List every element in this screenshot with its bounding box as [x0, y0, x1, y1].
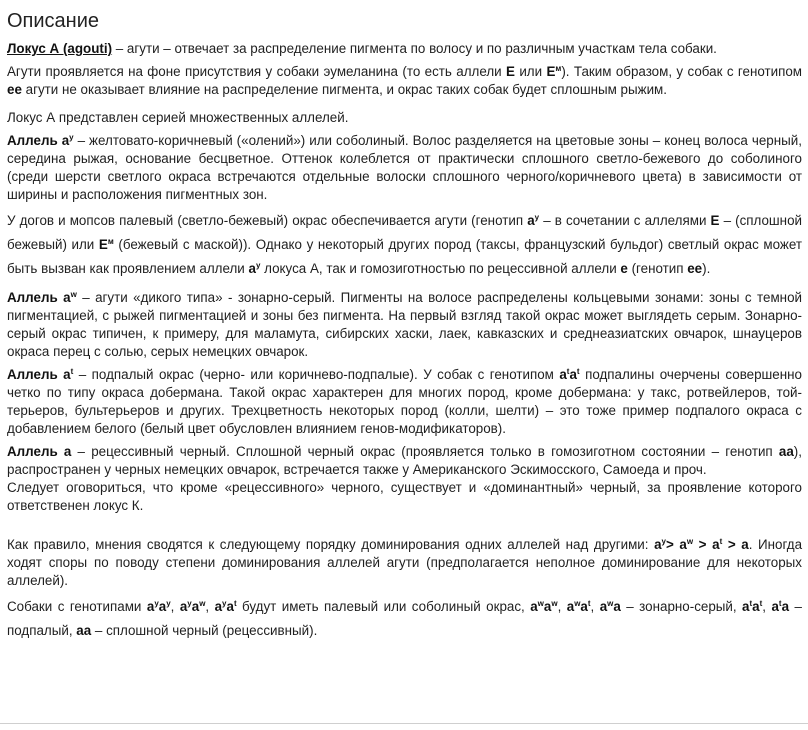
paragraph-allele-a: Аллель a – рецессивный черный. Сплошной черный окрас (проявляется только в гомозиготном состоянии – генотип aa), распространен у черных немецких овчарок, встречается также у Американского Эскимосского, Самоеда и проч.: [7, 444, 802, 477]
paragraph-allele-aw: Аллель $a^w$ – агути «дикого типа» - зонарно-серый. Пигменты на волосе распределены кольцевыми зонами: зоны с темной пигментацией, с рыжей пигментацией и зоны без пигмента. На первый взгляд такой окрас может выглядеть серым. Зонарно-серый окрас типичен, к примеру, для маламута, сибирских хаски, лаек, кавказских и среднеазиатских овчарок, шнауцеров окраса перец с солью, серых немецких овчарок.: [7, 290, 802, 359]
dominance-order: $a^y> a^w > a^t > a$: [654, 537, 749, 552]
paragraph-dominance-order: Как правило, мнения сводятся к следующему порядку доминирования одних аллелей над другими: $a^y> a^w > a^t > a$. Иногда ходят споры по поводу степени доминирования аллелей агути (предполагается неполное доминирование для некоторых аллелей).: [7, 537, 803, 588]
paragraph-fawn-dogs: У догов и мопсов палевый (светло-бежевый) окрас обеспечивается агути (генотип $a^y$ – в сочетании с аллелями E – (сплошной бежевый) или $E^м$ (бежевый с маской)). Однако у некоторый других пород (таксы, французский бульдог) светлый окрас может быть вызван как проявлением аллели $a^y$ локуса А, так и гомозиготностью по рецессивной аллели e (генотип ee).: [7, 213, 802, 276]
paragraph-agouti-eumelanin: Агути проявляется на фоне присутствия у собаки эумеланина (то есть аллели E или $E^м$). Таким образом, у собак с генотипом ee агути не оказывает влияние на распределение пигмента, и окрас таких собак будет сплошным рыжим.: [7, 64, 803, 97]
locus-a-link[interactable]: Локус А (agouti): [7, 41, 113, 56]
genotype-g-at-at: $a^ta^t$: [742, 599, 763, 614]
paragraph-allele-ay: Аллель $a^y$ – желтовато-коричневый («олений») или соболиный. Волос разделяется на цветовые зоны – конец волоса черный, середина рыжая, основание бесцветное. Оттенок колеблется от практически сплошного светло-бежевого до соболиного (среди шерсти светлого окраса встречаются отдельные волоски сплошного черного/коричневого цвета) в зависимости от ширины и расположения пигментных зон.: [7, 133, 802, 202]
paragraph-genotypes: Собаки с генотипами $a^ya^y$, $a^ya^w$, $a^ya^t$ будут иметь палевый или соболиный окрас, $a^wa^w$, $a^wa^t$, $a^wa$ – зонарно-серый, $a^ta^t$, $a^ta$ – подпалый, aa – сплошной черный (рецессивный).: [7, 599, 802, 638]
paragraph-allele-series: Локус А представлен серией множественных аллелей.: [7, 110, 349, 125]
genotype-g-at-a: $a^ta$: [771, 599, 790, 614]
page-title: Описание: [7, 10, 100, 32]
genotype-g-aw-aw: $a^wa^w$: [530, 599, 558, 614]
genotype-g-ay-ay: $a^ya^y$: [146, 599, 171, 614]
bottom-divider: [0, 723, 808, 724]
genotype-g-aw-a: $a^wa$: [599, 599, 621, 614]
paragraph-locus-a: Локус А (agouti) – агути – отвечает за распределение пигмента по волосу и по различным участкам тела собаки.: [7, 41, 717, 56]
genotype-g-ay-aw: $a^ya^w$: [179, 599, 206, 614]
description-page: [7, 8, 802, 648]
paragraph-allele-at: Аллель $a^t$ – подпалый окрас (черно- или коричнево-подпалые). У собак с генотипом $a^ta^t$ подпалины очерчены совершенно четко по типу окраса добермана. Такой окрас характерен для многих пород, кроме добермана: у такс, ротвейлеров, той-терьеров, бультерьеров и других. Трехцветность некоторых пород (колли, шелти) – это тоже пример подпалого окраса с добавлением белого (белый цвет обусловлен влиянием генов-модификаторов).: [7, 367, 802, 436]
genotype-g-ay-at: $a^ya^t$: [214, 599, 237, 614]
paragraph-dominant-black: Следует оговориться, что кроме «рецессивного» черного, существует и «доминантный» черный, за проявление которого ответственен локус К.: [7, 480, 802, 513]
genotype-g-aw-at: $a^wa^t$: [566, 599, 591, 614]
